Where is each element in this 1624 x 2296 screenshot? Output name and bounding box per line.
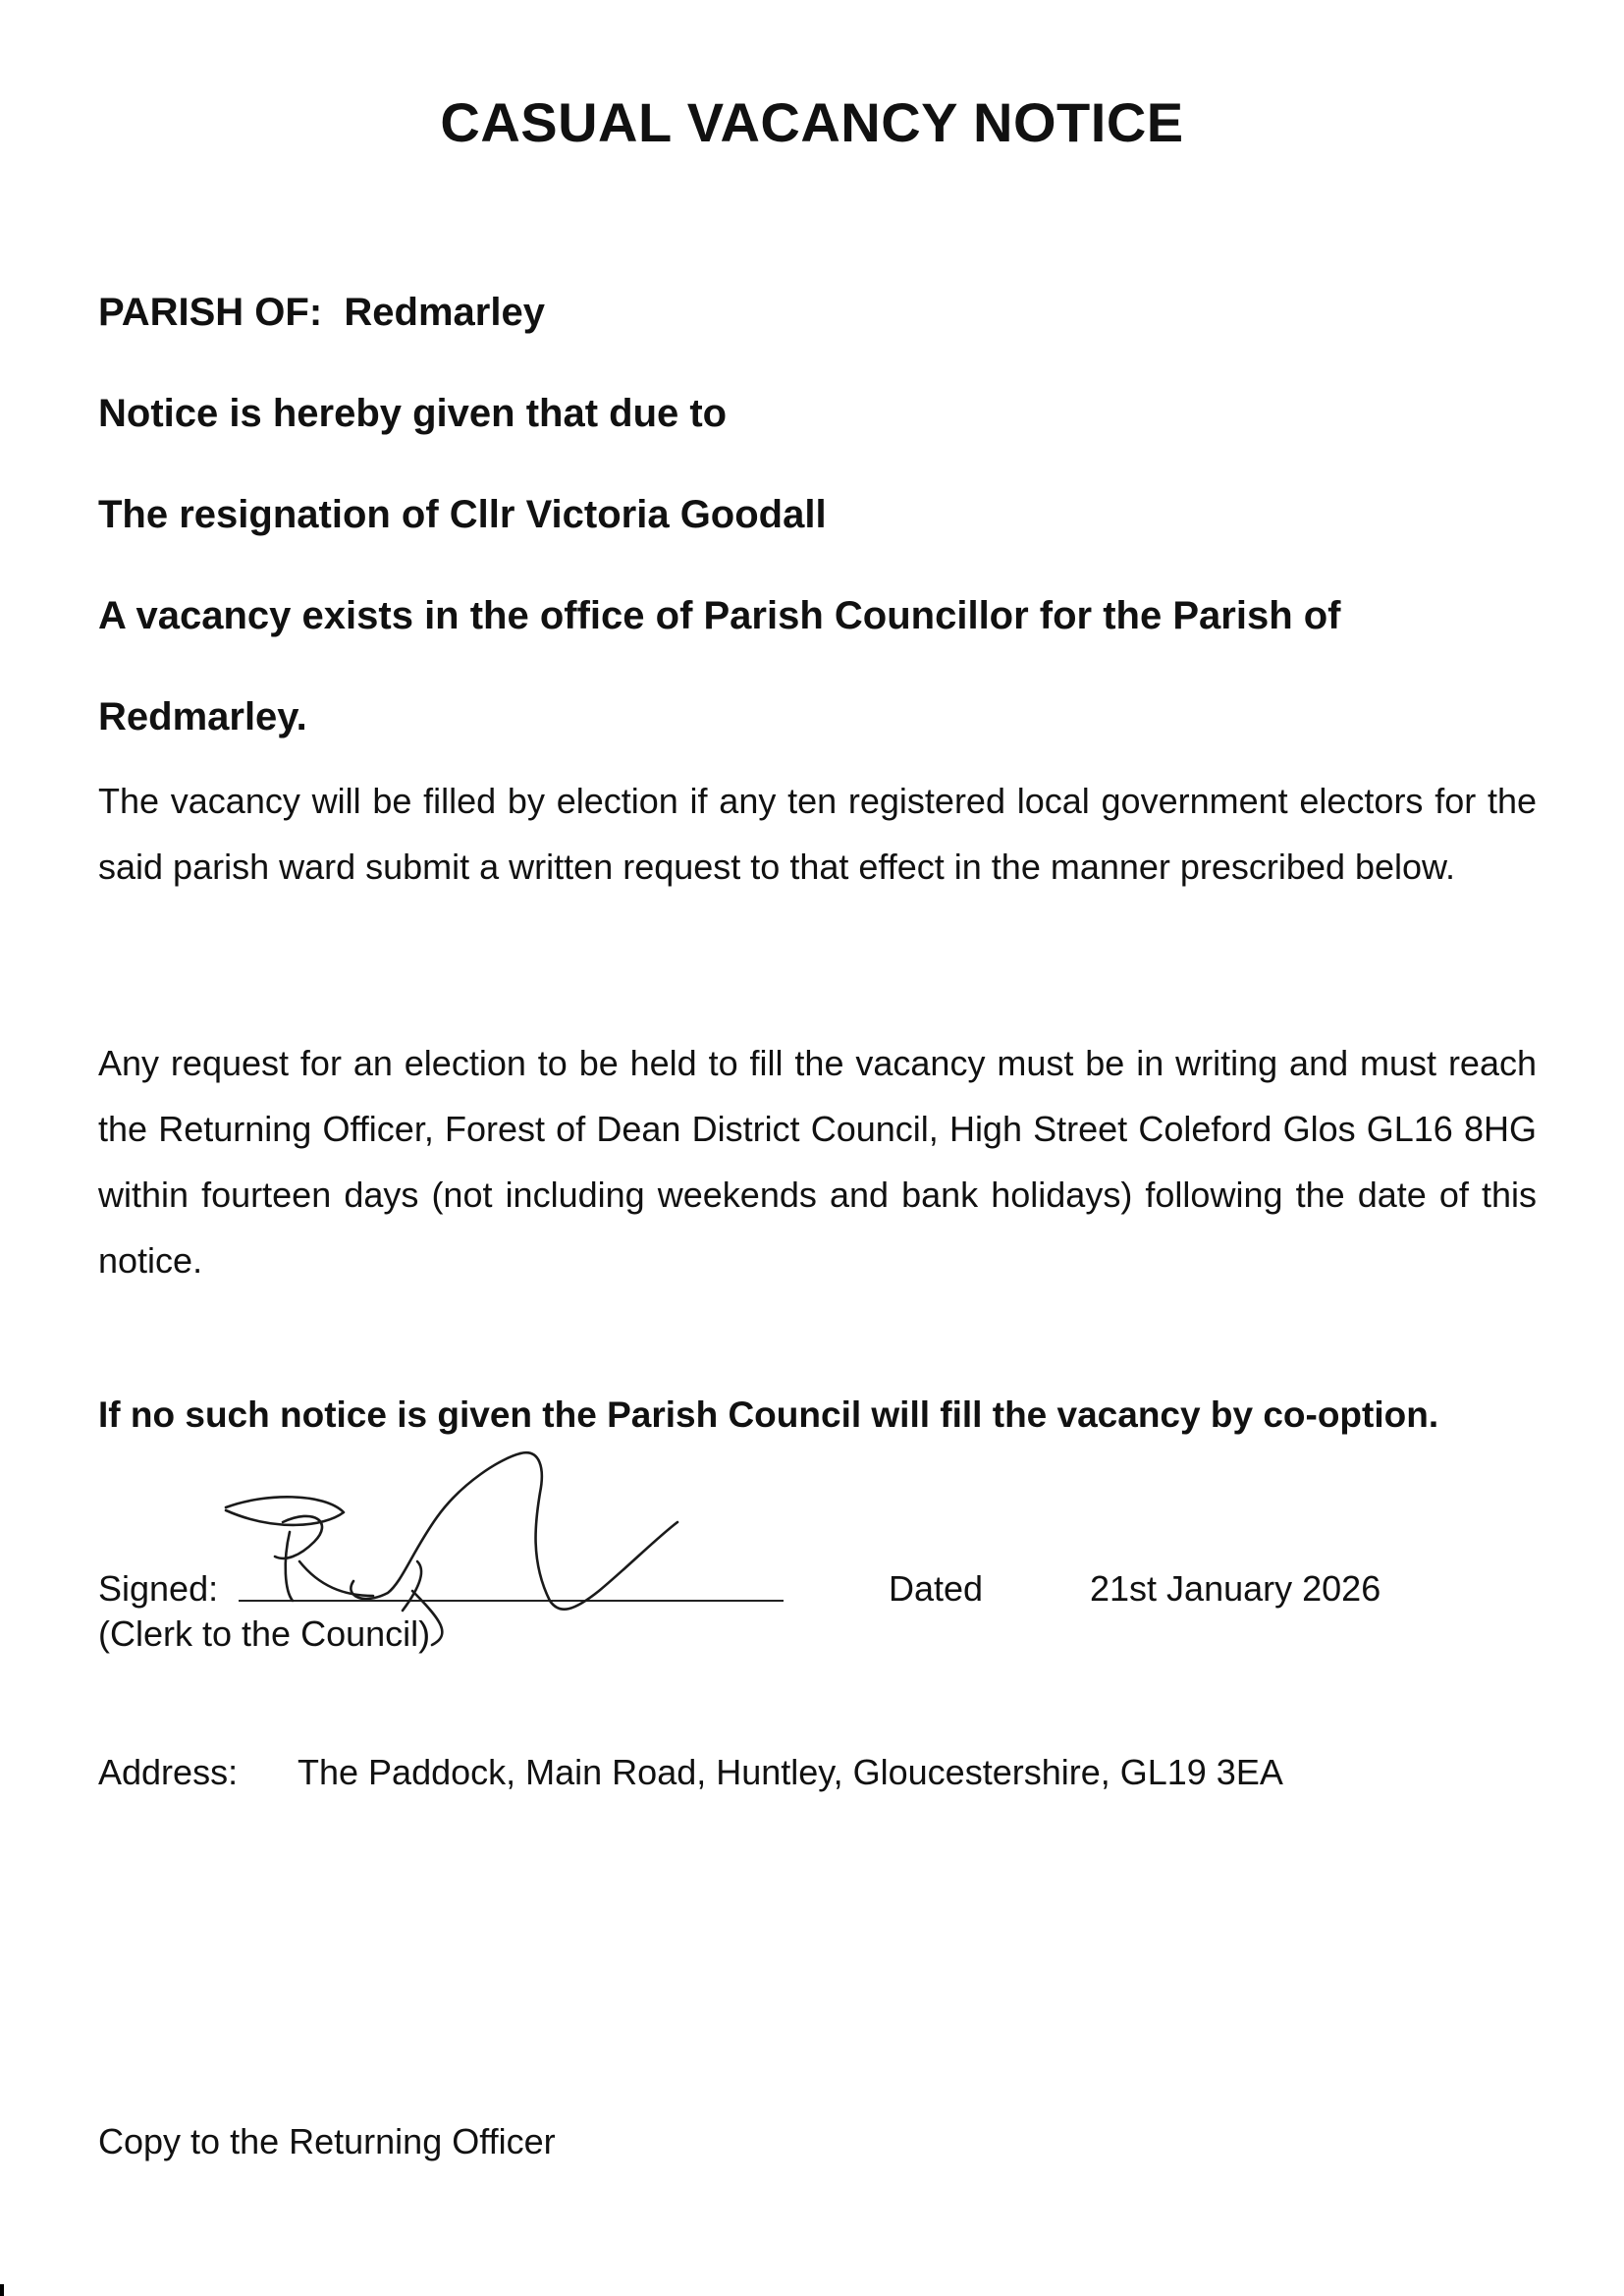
reason-line: The resignation of Cllr Victoria Goodall <box>98 493 827 536</box>
address-label: Address: <box>98 1752 239 1792</box>
vacancy-line-1: A vacancy exists in the office of Parish Councillor for the Parish of <box>98 594 1341 637</box>
copy-to-line: Copy to the Returning Officer <box>98 2121 556 2161</box>
request-paragraph: Any request for an election to be held to fill the vacancy must be in writing and must reach the Returning Officer, Forest of Dean District Council, High Street Coleford Glos GL16 8HG within fourteen days (not including weekends and bank holidays) following the date of this notice. <box>98 1043 1537 1281</box>
parish-label: PARISH OF: <box>98 291 323 334</box>
handwritten-signature <box>206 1414 697 1669</box>
vacancy-line-2: Redmarley. <box>98 695 307 738</box>
election-paragraph: The vacancy will be filled by election if any ten registered local government electors for the said parish ward submit a written request to that effect in the manner prescribed below. <box>98 781 1537 887</box>
cooption-line: If no such notice is given the Parish Council will fill the vacancy by co-option. <box>98 1394 1439 1435</box>
date-value: 21st January 2026 <box>1090 1568 1381 1609</box>
clerk-label: (Clerk to the Council) <box>98 1613 431 1654</box>
scan-edge-mark <box>0 2284 4 2296</box>
dated-label: Dated <box>889 1568 984 1609</box>
parish-line <box>98 291 545 335</box>
signed-label: Signed: <box>98 1568 219 1609</box>
address-value: The Paddock, Main Road, Huntley, Gloucestershire, GL19 3EA <box>298 1752 1283 1792</box>
parish-name: Redmarley <box>344 291 545 334</box>
given-line: Notice is hereby given that due to <box>98 392 728 435</box>
page-title: CASUAL VACANCY NOTICE <box>440 91 1184 153</box>
